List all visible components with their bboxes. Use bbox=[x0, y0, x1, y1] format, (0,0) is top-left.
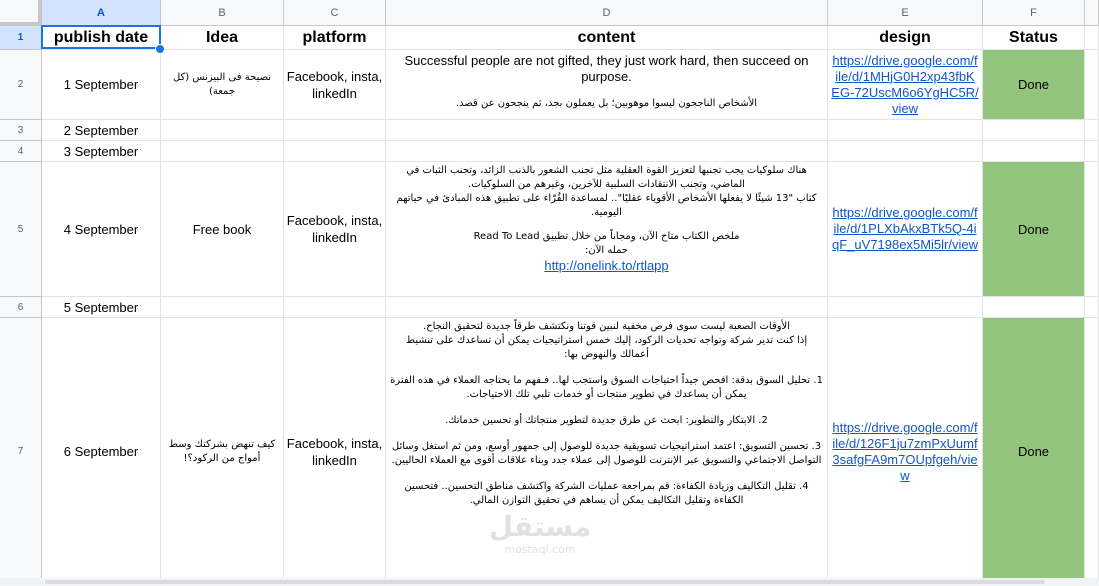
empty-cell[interactable] bbox=[161, 120, 284, 141]
row-header-3[interactable]: 3 bbox=[0, 120, 42, 141]
cell-idea[interactable] bbox=[161, 50, 284, 120]
empty-cell[interactable] bbox=[1085, 297, 1099, 318]
empty-cell[interactable] bbox=[1085, 120, 1099, 141]
cell-date[interactable]: 2 September bbox=[42, 120, 161, 141]
content-para-4: 2. الابتكار والتطوير: ابحث عن طرق جديدة لتطوير منتجاتك أو تحسين خدماتك. bbox=[445, 415, 768, 426]
empty-cell[interactable] bbox=[1085, 26, 1099, 50]
status-badge[interactable]: Done bbox=[983, 50, 1085, 120]
content-para-3: 1. تحليل السوق بدقة: افحص جيداً احتياجات السوق واستجب لها.. فـفهم ما يحتاجه العملاء في هذه الفترة يمكن أن يساعدك في تطوير منتجات أو خدمات تلبي تلك الاحتياجات. bbox=[390, 375, 823, 400]
status-badge[interactable]: Done bbox=[983, 318, 1085, 586]
watermark-text: مستقل bbox=[488, 510, 592, 543]
column-header-b[interactable]: B bbox=[161, 0, 284, 26]
cell-date[interactable]: 6 September bbox=[42, 318, 161, 586]
empty-cell[interactable] bbox=[284, 120, 386, 141]
column-header-e[interactable]: E bbox=[828, 0, 983, 26]
empty-cell[interactable] bbox=[1085, 162, 1099, 297]
empty-cell[interactable] bbox=[1085, 318, 1099, 586]
row-header-1[interactable]: 1 bbox=[0, 26, 42, 50]
row-header-6[interactable]: 6 bbox=[0, 297, 42, 318]
content-para-6: 4. تقليل التكاليف وزيادة الكفاءة: قم بمراجعة عمليات الشركة واكتشف مناطق التحسين.. فتحسين الكفاءة وتقليل التكاليف يمكن أن يساهم في تحقيق التوازن المالي. bbox=[404, 481, 809, 506]
empty-cell[interactable] bbox=[386, 120, 828, 141]
content-arabic: الأشخاص الناجحون ليسوا موهوبين؛ بل يعملون بجد، ثم ينجحون عن قصد. bbox=[455, 98, 758, 109]
idea-text: كيف تنهض بشركتك وسط أمواج من الركود؟! bbox=[168, 438, 276, 464]
cell-idea[interactable]: Free book bbox=[161, 162, 284, 297]
cell-design[interactable] bbox=[828, 162, 983, 297]
cell-content[interactable] bbox=[386, 162, 828, 297]
cell-date[interactable]: 5 September bbox=[42, 297, 161, 318]
empty-cell[interactable] bbox=[1085, 141, 1099, 162]
row-header-2[interactable]: 2 bbox=[0, 50, 42, 120]
column-header-a[interactable]: A bbox=[42, 0, 161, 26]
empty-cell[interactable] bbox=[828, 120, 983, 141]
fill-handle[interactable] bbox=[155, 44, 165, 54]
scrollbar-thumb[interactable] bbox=[45, 580, 1045, 584]
cell-date[interactable]: 3 September bbox=[42, 141, 161, 162]
content-para-1: الأوقات الصعبة ليست سوى فرص مخفية لنبين قوتنا ونكتشف طرقاً جديدة لتحقيق النجاح. bbox=[422, 321, 791, 332]
cell-content[interactable] bbox=[386, 318, 828, 586]
content-english: Successful people are not gifted, they just work hard, then succeed on purpose. bbox=[404, 53, 809, 84]
cell-design[interactable] bbox=[828, 318, 983, 586]
empty-cell[interactable] bbox=[161, 297, 284, 318]
watermark-subtext: mostaql.com bbox=[504, 543, 576, 556]
column-header-f[interactable]: F bbox=[983, 0, 1085, 26]
header-status[interactable]: Status bbox=[983, 26, 1085, 50]
empty-cell[interactable] bbox=[983, 141, 1085, 162]
content-arabic-2: كتاب "13 شيئًا لا يفعلها الأشخاص الأقوياء عقليًا".. لمساعدة القُرّاء على تطبيق هذه المبادئ في حياتهم اليومية. bbox=[396, 193, 817, 218]
empty-cell[interactable] bbox=[828, 141, 983, 162]
app-link[interactable]: http://onelink.to/rtlapp bbox=[544, 258, 669, 273]
content-para-2: إذا كنت تدير شركة وتواجه تحديات الركود، إليك خمس استراتيجيات يمكن أن تساعدك على تنشيط أعمالك والنهوض بها: bbox=[405, 335, 808, 360]
empty-cell[interactable] bbox=[1085, 50, 1099, 120]
empty-cell[interactable] bbox=[386, 141, 828, 162]
select-all-corner[interactable] bbox=[0, 0, 42, 26]
header-platform[interactable]: platform bbox=[284, 26, 386, 50]
empty-cell[interactable] bbox=[284, 141, 386, 162]
cell-date[interactable]: 4 September bbox=[42, 162, 161, 297]
empty-cell[interactable] bbox=[983, 297, 1085, 318]
content-arabic-4: حمله الآن: bbox=[584, 245, 628, 256]
design-link[interactable]: https://drive.google.com/file/d/1MHjG0H2xp43fbKEG-72UscM6o6YgHC5R/view bbox=[831, 52, 979, 116]
design-link[interactable]: https://drive.google.com/file/d/126F1ju7zmPxUumf3safgFA9m7OUpfgeh/view bbox=[832, 419, 978, 483]
content-arabic-1: هناك سلوكيات يجب تجنبها لتعزيز القوة العقلية مثل تجنب الشعور بالذنب الزائد، وتجنب الثبات في الماضي، وتجنب الانتقادات السلبية للآخرين، وغيرهم من السلوكيات. bbox=[406, 165, 807, 190]
header-publish-date[interactable]: publish date bbox=[42, 26, 161, 50]
row-header-5[interactable]: 5 bbox=[0, 162, 42, 297]
content-para-5: 3. تحسين التسويق: اعتمد استراتيجيات تسويقية جديدة للوصول إلى جمهور أوسع، ومن ثم استغل وسائل التواصل الاجتماعي والتسويق عبر الإنترنت للوصول إلى عملاء جدد وبناء علاقات أقوى مع العملاء الحاليين. bbox=[391, 441, 822, 466]
empty-cell[interactable] bbox=[284, 297, 386, 318]
cell-platform[interactable]: Facebook, insta, linkedIn bbox=[284, 162, 386, 297]
column-header-empty bbox=[1085, 0, 1099, 26]
status-badge[interactable]: Done bbox=[983, 162, 1085, 297]
empty-cell[interactable] bbox=[161, 141, 284, 162]
header-idea[interactable]: Idea bbox=[161, 26, 284, 50]
cell-platform[interactable]: Facebook, insta, linkedIn bbox=[284, 50, 386, 120]
idea-text: نصيحة فى البيزنس (كل جمعة) bbox=[172, 71, 272, 97]
header-design[interactable]: design bbox=[828, 26, 983, 50]
cell-platform[interactable]: Facebook, insta, linkedIn bbox=[284, 318, 386, 586]
row-header-7[interactable]: 7 bbox=[0, 318, 42, 586]
empty-cell[interactable] bbox=[386, 297, 828, 318]
content-arabic-3: ملخص الكتاب متاح الآن، ومجاناً من خلال تطبيق Read To Lead bbox=[473, 231, 740, 242]
cell-content[interactable] bbox=[386, 50, 828, 120]
cell-idea[interactable] bbox=[161, 318, 284, 586]
column-header-c[interactable]: C bbox=[284, 0, 386, 26]
column-header-d[interactable]: D bbox=[386, 0, 828, 26]
header-content[interactable]: content bbox=[386, 26, 828, 50]
row-header-4[interactable]: 4 bbox=[0, 141, 42, 162]
cell-date[interactable]: 1 September bbox=[42, 50, 161, 120]
design-link[interactable]: https://drive.google.com/file/d/1PLXbAkxBTk5Q-4iqF_uV7198ex5Mi5lr/view bbox=[832, 205, 978, 252]
empty-cell[interactable] bbox=[983, 120, 1085, 141]
cell-design[interactable] bbox=[828, 50, 983, 120]
empty-cell[interactable] bbox=[828, 297, 983, 318]
